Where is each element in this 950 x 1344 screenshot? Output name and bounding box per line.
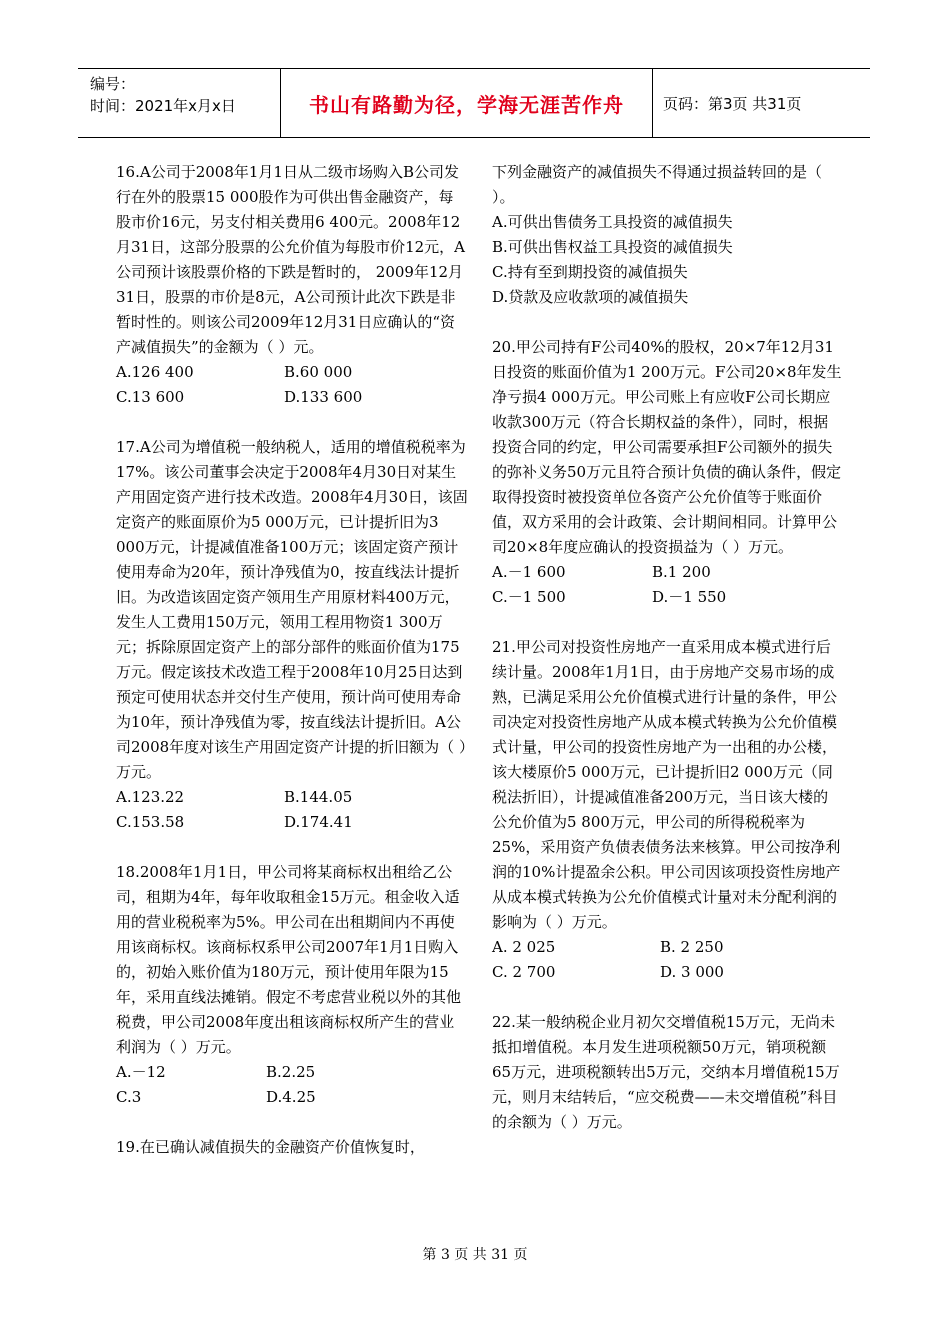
left-column xyxy=(116,160,468,1185)
question-text: 下列金融资产的减值损失不得通过损益转回的是（ ）。 xyxy=(492,163,823,206)
question-text: 21.甲公司对投资性房地产一直采用成本模式进行后续计量。2008年1月1日，由于房地产交易市场的成熟，已满足采用公允价值模式进行计量的条件，甲公司决定对投资性房地产从成本模式转换为公允价值模式计量，甲公司的投资性房地产为一出租的办公楼，该大楼原价5 000万元，已计提折旧2 000万元（同税法折旧），计提减值准备200万元，当日该大楼的公允价值为5 800万元，甲公司的所得税税率为25%，采用资产负债表债务法来核算。甲公司按净利润的10%计提盈余公积。甲公司因该项投资性房地产从成本模式转换为公允价值模式计量对未分配利润的影响为（ ）万元。 xyxy=(492,638,841,931)
options xyxy=(116,785,468,835)
question-19-continued xyxy=(492,160,842,310)
question-text: 22.某一般纳税企业月初欠交增值税15万元，无尚未抵扣增值税。本月发生进项税额50万元，销项税额65万元，进项税额转出5万元，交纳本月增值税15万元，则月末结转后，“应交税费——未交增值税”科目的余额为（ ）万元。 xyxy=(492,1013,840,1131)
question-19-start xyxy=(116,1135,468,1160)
header-page-number: 页码：第3页 共31页 xyxy=(663,94,802,113)
option-c: C.3 xyxy=(116,1088,142,1106)
question-22 xyxy=(492,1010,842,1135)
question-21 xyxy=(492,635,842,985)
option-b: B.1 200 xyxy=(652,563,711,581)
question-16 xyxy=(116,160,468,410)
option-a: A.－1 600 xyxy=(492,563,566,581)
question-20 xyxy=(492,335,842,610)
question-17 xyxy=(116,435,468,835)
options xyxy=(116,360,468,410)
option-b: B.2.25 xyxy=(266,1063,316,1081)
option-d: D.4.25 xyxy=(266,1088,316,1106)
header-motto: 书山有路勤为径，学海无涯苦作舟 xyxy=(281,69,653,137)
options xyxy=(492,560,842,610)
question-text: 16.A公司于2008年1月1日从二级市场购入B公司发行在外的股票15 000股作为可供出售金融资产，每股市价16元，另支付相关费用6 400元。2008年12月31日，这部分股票的公允价值为每股市价12元，A公司预计该股票价格的下跌是暂时的， 2009年12月31日，股票的市价是8元，A公司预计此次下跌是非暂时性的。则该公司2009年12月31日应确认的“资产减值损失”的金额为（ ）元。 xyxy=(116,163,466,356)
option-c: C. 2 700 xyxy=(492,963,556,981)
option-c: C.持有至到期投资的减值损失 xyxy=(492,263,688,281)
option-c: C.153.58 xyxy=(116,813,185,831)
option-c: C.13 600 xyxy=(116,388,185,406)
option-a: A.－12 xyxy=(116,1063,166,1081)
question-text: 18.2008年1月1日，甲公司将某商标权出租给乙公司，租期为4年，每年收取租金15万元。租金收入适用的营业税税率为5%。甲公司在出租期间内不再使用该商标权。该商标权系甲公司2007年1月1日购入的，初始入账价值为180万元，预计使用年限为15年，采用直线法摊销。假定不考虑营业税以外的其他税费，甲公司2008年度出租该商标权所产生的营业利润为（ ）万元。 xyxy=(116,863,462,1056)
option-d: D.－1 550 xyxy=(652,588,727,606)
options xyxy=(492,935,842,985)
option-b: B.60 000 xyxy=(284,363,353,381)
question-text: 19.在已确认减值损失的金融资产价值恢复时， xyxy=(116,1138,425,1156)
page-footer: 第 3 页 共 31 页 xyxy=(422,1247,528,1263)
document-number-label: 编号： xyxy=(90,75,136,93)
question-text: 20.甲公司持有F公司40%的股权，20×7年12月31日投资的账面价值为1 200万元。F公司20×8年发生净亏损4 000万元。甲公司账上有应收F公司长期应收款300万元（符合长期权益的条件），同时，根据投资合同的约定，甲公司需要承担F公司额外的损失的弥补义务50万元且符合预计负债的确认条件，假定取得投资时被投资单位各资产公允价值等于账面价值，双方采用的会计政策、会计期间相同。计算甲公司20×8年度应确认的投资损益为（ ）万元。 xyxy=(492,338,842,556)
right-column xyxy=(492,160,842,1160)
page-header xyxy=(78,68,870,138)
option-a: A. 2 025 xyxy=(492,938,556,956)
option-d: D.贷款及应收款项的减值损失 xyxy=(492,288,689,306)
document-time-label: 时间：2021年x月x日 xyxy=(90,97,236,115)
option-a: A.可供出售债务工具投资的减值损失 xyxy=(492,213,733,231)
question-18 xyxy=(116,860,468,1110)
question-text: 17.A公司为增值税一般纳税人，适用的增值税税率为17%。该公司董事会决定于2008年4月30日对某生产用固定资产进行技术改造。2008年4月30日，该固定资产的账面原价为5 000万元，已计提折旧为3 000万元，计提减值准备100万元；该固定资产预计使用寿命为20年，预计净残值为0，按直线法计提折旧。为改造该固定资产领用生产用原材料400万元，发生人工费用150万元，领用工程用物资1 300万元；拆除原固定资产上的部分部件的账面价值为175万元。假定该技术改造工程于2008年10月25日达到预定可使用状态并交付生产使用，预计尚可使用寿命为10年，预计净残值为零，按直线法计提折旧。A公司2008年度对该生产用固定资产计提的折旧额为（ ）万元。 xyxy=(116,438,468,781)
option-c: C.－1 500 xyxy=(492,588,566,606)
option-a: A.123.22 xyxy=(116,788,185,806)
option-a: A.126 400 xyxy=(116,363,194,381)
header-left-cell xyxy=(78,69,281,137)
option-b: B.144.05 xyxy=(284,788,353,806)
option-b: B.可供出售权益工具投资的减值损失 xyxy=(492,238,733,256)
option-b: B. 2 250 xyxy=(660,938,724,956)
option-d: D. 3 000 xyxy=(660,963,724,981)
options xyxy=(116,1060,468,1110)
option-d: D.133 600 xyxy=(284,388,363,406)
option-d: D.174.41 xyxy=(284,813,353,831)
